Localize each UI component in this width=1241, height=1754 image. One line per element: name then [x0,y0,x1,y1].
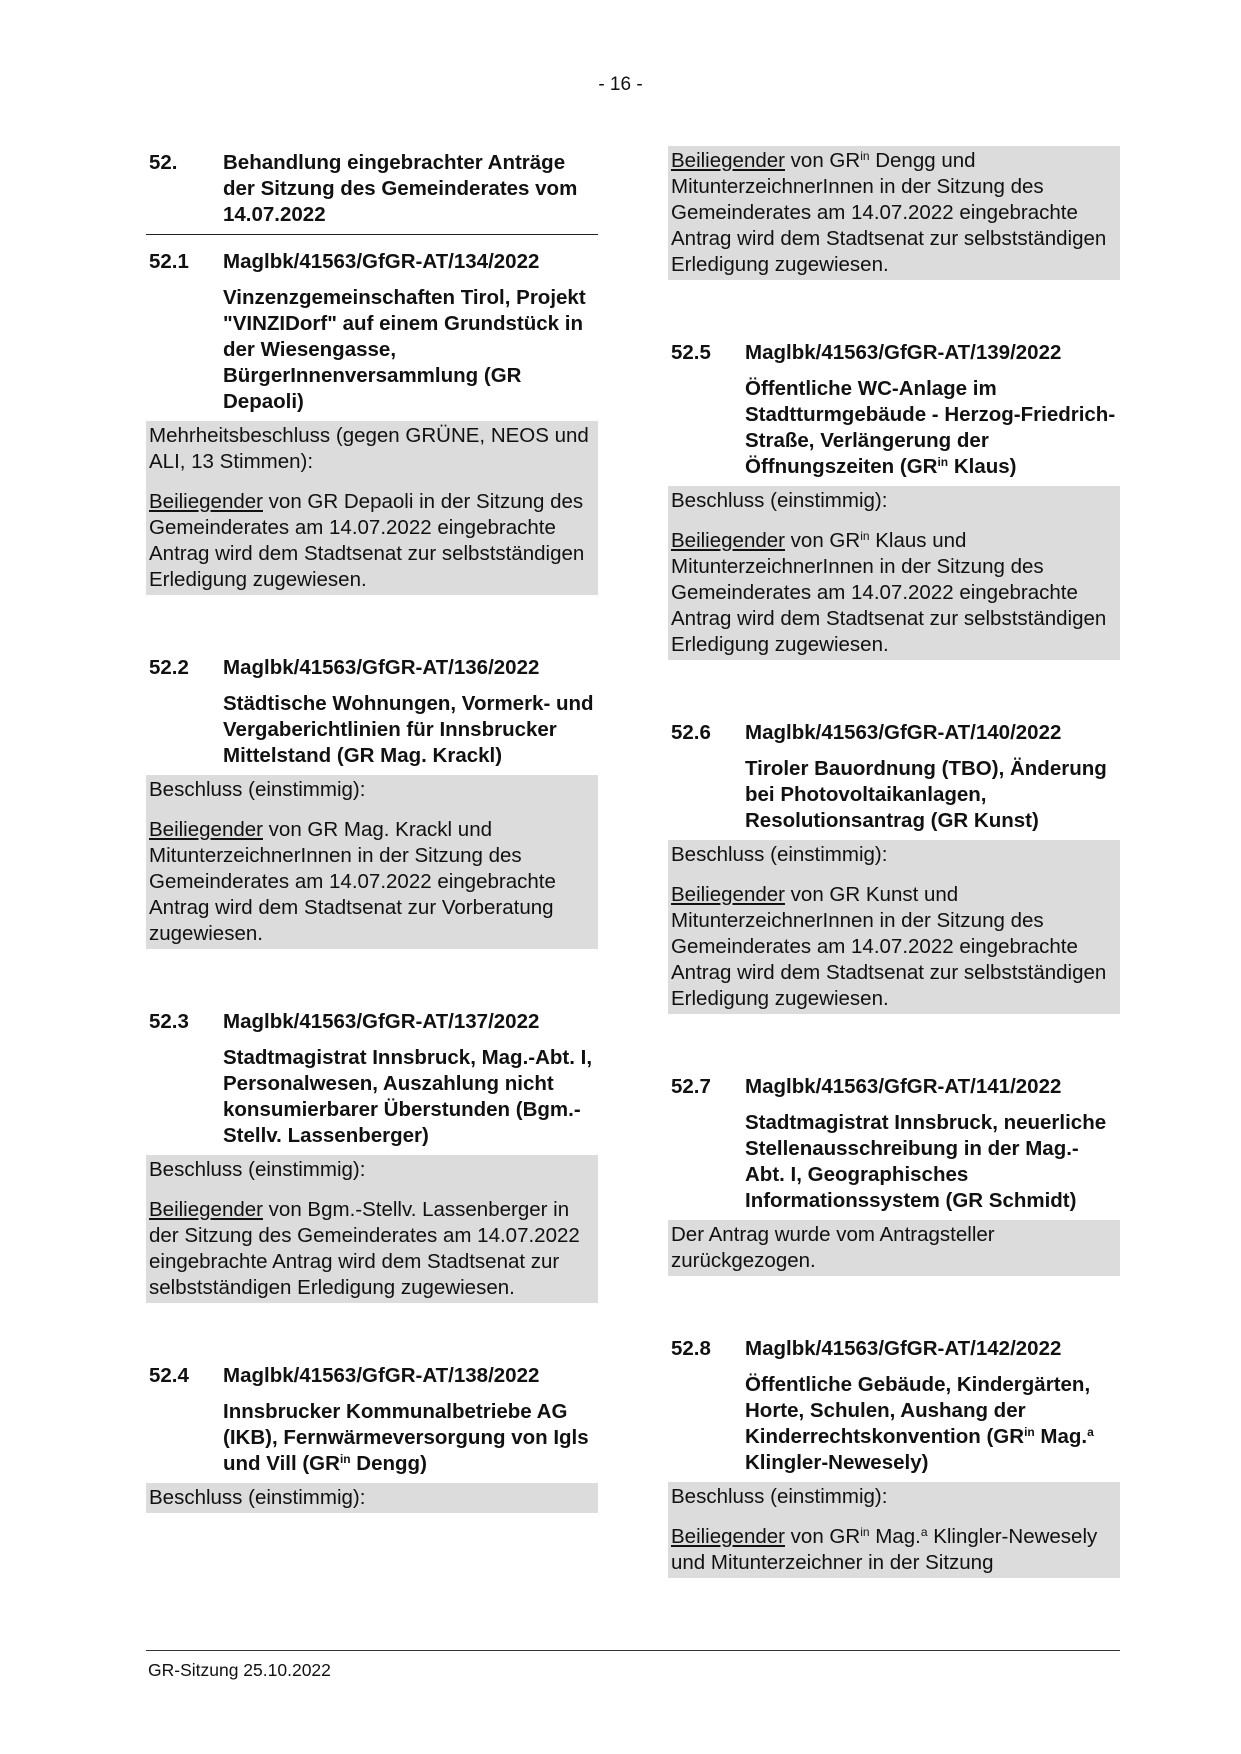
resolution-text: Beiliegender von GR Depaoli in der Sitzung des Gemeinderates am 14.07.2022 eingebrachte Antrag wird dem Stadtsenat zur selbstständigen Erledigung zugewiesen. [146,487,598,595]
agenda-item-52-8 [668,1336,1120,1578]
decision-text: Mehrheitsbeschluss (gegen GRÜNE, NEOS und ALI, 13 Stimmen): [146,421,598,477]
decision-text: Der Antrag wurde vom Antragsteller zurückgezogen. [668,1220,1120,1276]
decision-text: Beschluss (einstimmig): [668,1482,1120,1512]
item-reference: Maglbk/41563/GfGR-AT/139/2022 [745,341,1062,364]
resolution-text: Beiliegender von GR Kunst und MitunterzeichnerInnen in der Sitzung des Gemeinderates am 14.07.2022 eingebrachte Antrag wird dem Stadtsenat zur selbstständigen Erledigung zugewiesen. [668,880,1120,1014]
section-heading [146,146,598,235]
agenda-item-52-4 [146,1363,598,1513]
item-subject: Vinzenzgemeinschaften Tirol, Projekt "VINZIDorf" auf einem Grundstück in der Wiesengasse, BürgerInnenversammlung (GR Depaoli) [223,286,586,413]
item-subject: Tiroler Bauordnung (TBO), Änderung bei Photovoltaikanlagen, Resolutionsantrag (GR Kunst) [745,757,1107,832]
item-number: 52.7 [671,1075,711,1098]
shading-gap [668,516,1120,526]
item-number: 52.2 [149,656,189,679]
attachment-reference: Beiliegender [149,818,263,841]
agenda-item-52-5 [668,340,1120,660]
attachment-reference: Beiliegender [671,883,785,906]
item-reference: Maglbk/41563/GfGR-AT/141/2022 [745,1075,1062,1098]
item-number: 52.5 [671,341,711,364]
item-number: 52.8 [671,1337,711,1360]
shading-gap [668,870,1120,880]
decision-text: Beschluss (einstimmig): [146,775,598,805]
attachment-reference: Beiliegender [671,149,785,172]
item-subject: Stadtmagistrat Innsbruck, neuerliche Stellenausschreibung in der Mag.-Abt. I, Geographisches Informationssystem (GR Schmidt) [745,1111,1107,1212]
item-subject: Öffentliche WC-Anlage im Stadtturmgebäude - Herzog-Friedrich-Straße, Verlängerung der Öffnungszeiten ($GR^{in}$ Klaus) [745,377,1116,478]
resolution-text: Beiliegender von $GR^{in}$ Mag.$^a$ Klingler-Newesely und Mitunterzeichner in der Sitzung [668,1522,1120,1578]
decision-text: Beschluss (einstimmig): [668,840,1120,870]
item-heading [146,1363,598,1389]
item-number: 52.6 [671,721,711,744]
agenda-item-52-7 [668,1074,1120,1276]
attachment-reference: Beiliegender [149,1198,263,1221]
item-heading [668,1336,1120,1362]
shading-gap [668,1512,1120,1522]
item-reference: Maglbk/41563/GfGR-AT/134/2022 [223,250,540,273]
item-reference: Maglbk/41563/GfGR-AT/138/2022 [223,1364,540,1387]
shading-gap [146,477,598,487]
item-heading [668,340,1120,366]
item-reference: Maglbk/41563/GfGR-AT/140/2022 [745,721,1062,744]
page-number: - 16 - [598,74,643,95]
agenda-item-52-3 [146,1009,598,1303]
item-heading [146,655,598,681]
item-heading [146,1009,598,1035]
item-number: 52.1 [149,250,189,273]
item-reference: Maglbk/41563/GfGR-AT/142/2022 [745,1337,1062,1360]
right-column [668,146,1120,1578]
footer-text: GR-Sitzung 25.10.2022 [148,1660,331,1680]
item-heading [146,249,598,275]
decision-text: Beschluss (einstimmig): [668,486,1120,516]
shading-gap [146,1185,598,1195]
agenda-item-52-1 [146,249,598,595]
resolution-text: Beiliegender von Bgm.-Stellv. Lassenberger in der Sitzung des Gemeinderates am 14.07.2022 eingebrachte Antrag wird dem Stadtsenat zur selbstständigen Erledigung zugewiesen. [146,1195,598,1303]
item-subject: Städtische Wohnungen, Vormerk- und Vergaberichtlinien für Innsbrucker Mittelstand (GR Mag. Krackl) [223,692,594,767]
left-column [146,146,598,1513]
footer-divider [146,1650,1120,1651]
resolution-text: Beiliegender von $GR^{in}$ Klaus und MitunterzeichnerInnen in der Sitzung des Gemeinderates am 14.07.2022 eingebrachte Antrag wird dem Stadtsenat zur selbstständigen Erledigung zugewiesen. [668,526,1120,660]
item-subject: Öffentliche Gebäude, Kindergärten, Horte, Schulen, Aushang der Kinderrechtskonvention ($GR^{in}$ Mag.$^a$ Klingler-Newesely) [745,1373,1094,1474]
resolution-text: Beiliegender von GR Mag. Krackl und MitunterzeichnerInnen in der Sitzung des Gemeinderates am 14.07.2022 eingebrachte Antrag wird dem Stadtsenat zur Vorberatung zugewiesen. [146,815,598,949]
section-title: Behandlung eingebrachter Anträge der Sitzung des Gemeinderates vom 14.07.2022 [223,151,578,226]
item-subject: Stadtmagistrat Innsbruck, Mag.-Abt. I, Personalwesen, Auszahlung nicht konsumierbarer Überstunden (Bgm.-Stellv. Lassenberger) [223,1046,593,1147]
decision-text: Beschluss (einstimmig): [146,1483,598,1513]
item-heading [668,720,1120,746]
section-number: 52. [149,151,178,174]
agenda-item-52-6 [668,720,1120,1014]
item-number: 52.3 [149,1010,189,1033]
attachment-reference: Beiliegender [149,490,263,513]
resolution-text-continued: Beiliegender von $GR^{in}$ Dengg und MitunterzeichnerInnen in der Sitzung des Gemeinderates am 14.07.2022 eingebrachte Antrag wird dem Stadtsenat zur selbstständigen Erledigung zugewiesen. [668,146,1120,280]
agenda-item-52-2 [146,655,598,949]
shading-gap [146,805,598,815]
attachment-reference: Beiliegender [671,1525,785,1548]
item-heading [668,1074,1120,1100]
item-reference: Maglbk/41563/GfGR-AT/137/2022 [223,1010,540,1033]
item-subject: Innsbrucker Kommunalbetriebe AG (IKB), Fernwärmeversorgung von Igls und Vill ($GR^{in}$ Dengg) [223,1400,589,1475]
decision-text: Beschluss (einstimmig): [146,1155,598,1185]
item-reference: Maglbk/41563/GfGR-AT/136/2022 [223,656,540,679]
attachment-reference: Beiliegender [671,529,785,552]
item-number: 52.4 [149,1364,189,1387]
